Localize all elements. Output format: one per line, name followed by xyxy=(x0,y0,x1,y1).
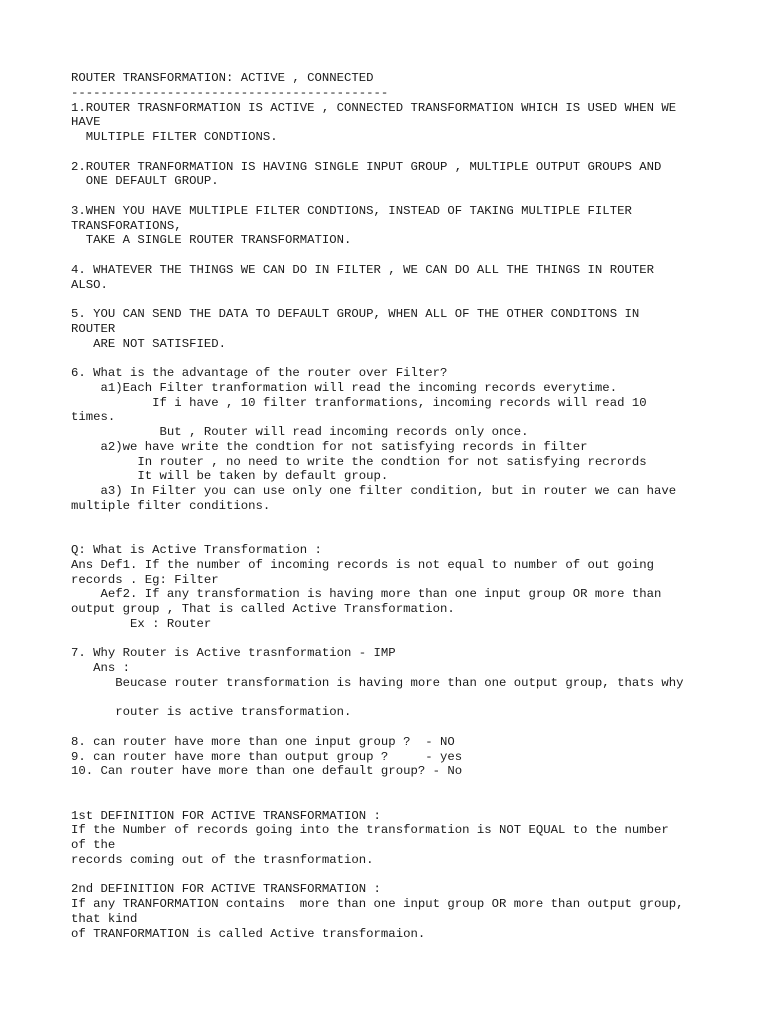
text-line: Ans : xyxy=(71,661,131,675)
text-line: records . Eg: Filter xyxy=(71,572,219,587)
blank-line xyxy=(71,868,711,883)
text-line: that kind xyxy=(71,911,138,926)
text-line: It will be taken by default group. xyxy=(71,469,389,484)
text-line: 6. What is the advantage of the router over Filter? xyxy=(71,366,448,380)
blank-line xyxy=(71,248,711,263)
text-line: Ans Def1. If the number of incoming records is not equal to number of out going xyxy=(71,557,654,572)
text-line: 5. YOU CAN SEND THE DATA TO DEFAULT GROUP, WHEN ALL OF THE OTHER CONDITONS IN xyxy=(71,307,640,321)
blank-line xyxy=(71,528,711,543)
text-line: Beucase router transformation is having more than one output group, thats why xyxy=(71,675,684,690)
text-line: MULTIPLE FILTER CONDTIONS. xyxy=(71,130,278,144)
text-line: But , Router will read incoming records only once. xyxy=(71,425,529,439)
text-line: output group , That is called Active Transformation. xyxy=(71,602,455,616)
blank-line xyxy=(71,145,711,160)
blank-line xyxy=(71,794,711,809)
blank-line xyxy=(71,351,711,366)
blank-line xyxy=(71,292,711,307)
document-body xyxy=(71,71,711,941)
text-line: If the Number of records going into the transformation is NOT EQUAL to the number xyxy=(71,823,669,838)
text-line: Aef2. If any transformation is having more than one input group OR more than xyxy=(71,587,662,602)
text-line: 8. can router have more than one input group ? - NO xyxy=(71,734,455,749)
text-line: multiple filter conditions. xyxy=(71,498,271,513)
text-line: times. xyxy=(71,410,116,425)
blank-line xyxy=(71,720,711,735)
text-line: 1.ROUTER TRASNFORMATION IS ACTIVE , CONNECTED TRANSFORMATION WHICH IS USED WHEN WE xyxy=(71,100,677,115)
blank-line xyxy=(71,189,711,204)
blank-line xyxy=(71,691,711,706)
text-line: TAKE A SINGLE ROUTER TRANSFORMATION. xyxy=(71,233,352,248)
blank-line xyxy=(71,779,711,794)
text-line: router is active transformation. xyxy=(71,705,352,720)
text-line: In router , no need to write the condtion for not satisfying recrords xyxy=(71,454,647,469)
text-line: of the xyxy=(71,838,116,852)
text-line: ARE NOT SATISFIED. xyxy=(71,336,226,351)
text-line: a2)we have write the condtion for not satisfying records in filter xyxy=(71,439,588,454)
text-line: 10. Can router have more than one default group? - No xyxy=(71,764,463,779)
text-line: 2.ROUTER TRANFORMATION IS HAVING SINGLE INPUT GROUP , MULTIPLE OUTPUT GROUPS AND xyxy=(71,159,662,174)
blank-line xyxy=(71,632,711,647)
text-line: Ex : Router xyxy=(71,616,212,631)
text-line: a3) In Filter you can use only one filter condition, but in router we can have xyxy=(71,484,677,498)
text-line: ------------------------------------------- xyxy=(71,85,389,100)
blank-line xyxy=(71,514,711,529)
text-line: 7. Why Router is Active trasnformation - IMP xyxy=(71,646,396,661)
text-line: 3.WHEN YOU HAVE MULTIPLE FILTER CONDTIONS, INSTEAD OF TAKING MULTIPLE FILTER xyxy=(71,203,632,218)
text-line: If any TRANFORMATION contains more than one input group OR more than output group, xyxy=(71,897,684,911)
text-line: ONE DEFAULT GROUP. xyxy=(71,174,219,189)
text-line: ALSO. xyxy=(71,277,108,292)
text-line: 1st DEFINITION FOR ACTIVE TRANSFORMATION : xyxy=(71,808,381,823)
text-line: TRANSFORATIONS, xyxy=(71,218,182,233)
text-line: 2nd DEFINITION FOR ACTIVE TRANSFORMATION : xyxy=(71,882,381,897)
text-line: a1)Each Filter tranformation will read the incoming records everytime. xyxy=(71,380,618,395)
text-line: records coming out of the trasnformation. xyxy=(71,852,374,867)
text-line: 4. WHATEVER THE THINGS WE CAN DO IN FILTER , WE CAN DO ALL THE THINGS IN ROUTER xyxy=(71,262,654,277)
text-line: Q: What is Active Transformation : xyxy=(71,543,322,557)
text-line: HAVE xyxy=(71,115,101,130)
text-line: ROUTER TRANSFORMATION: ACTIVE , CONNECTED xyxy=(71,71,374,85)
text-line: 9. can router have more than output group ? - yes xyxy=(71,749,463,764)
text-line: ROUTER xyxy=(71,321,116,336)
text-line: If i have , 10 filter tranformations, incoming records will read 10 xyxy=(71,395,647,410)
text-line: of TRANFORMATION is called Active transformaion. xyxy=(71,926,426,941)
